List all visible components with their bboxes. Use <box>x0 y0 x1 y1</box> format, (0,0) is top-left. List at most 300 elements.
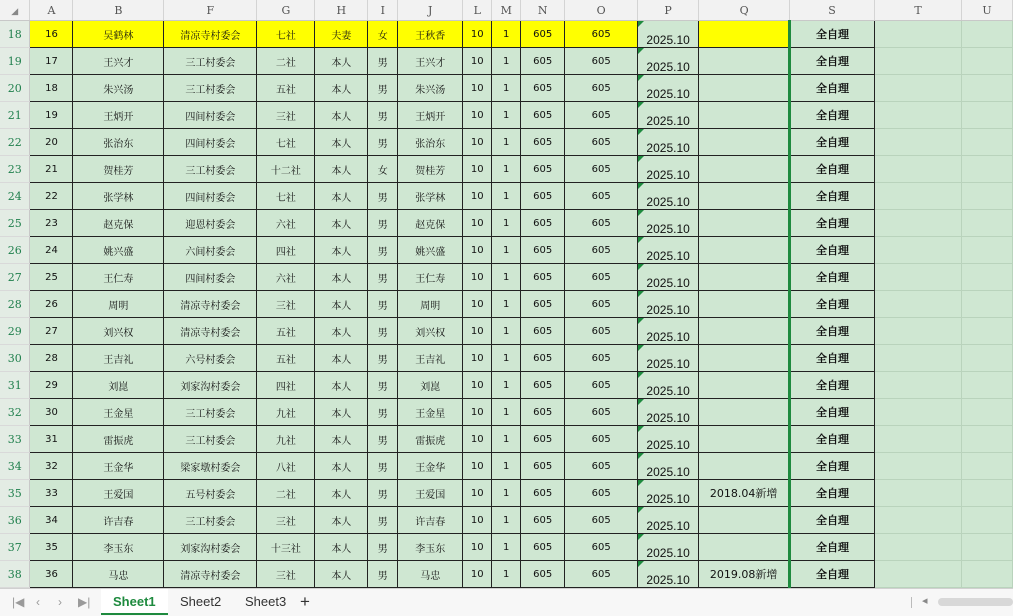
cell-u[interactable] <box>961 156 1012 183</box>
cell-g[interactable] <box>257 453 315 480</box>
cell-o[interactable] <box>565 129 638 156</box>
cell-b[interactable] <box>73 183 164 210</box>
cell-m[interactable] <box>492 21 521 48</box>
cell-i[interactable] <box>368 183 398 210</box>
cell-o[interactable] <box>565 480 638 507</box>
cell-i[interactable] <box>368 210 398 237</box>
cell-o[interactable] <box>565 48 638 75</box>
cell-f[interactable] <box>164 480 257 507</box>
cell-j[interactable] <box>398 129 463 156</box>
cell-s[interactable] <box>790 480 875 507</box>
cell-j[interactable] <box>398 156 463 183</box>
cell-g[interactable] <box>257 210 315 237</box>
cell-i[interactable] <box>368 561 398 588</box>
cell-j[interactable] <box>398 291 463 318</box>
cell-n[interactable] <box>521 210 565 237</box>
col-header-u[interactable]: U <box>961 0 1012 21</box>
cell-q[interactable] <box>699 237 790 264</box>
cell-p[interactable] <box>638 102 699 129</box>
cell-q[interactable] <box>699 102 790 129</box>
cell-m[interactable] <box>492 210 521 237</box>
cell-q[interactable] <box>699 426 790 453</box>
cell-l[interactable] <box>463 210 492 237</box>
cell-u[interactable] <box>961 21 1012 48</box>
cell-g[interactable] <box>257 372 315 399</box>
cell-s[interactable] <box>790 561 875 588</box>
tab-sheet1[interactable]: Sheet1 <box>101 589 168 615</box>
cell-o[interactable] <box>565 75 638 102</box>
cell-s[interactable] <box>790 426 875 453</box>
cell-h[interactable] <box>315 21 368 48</box>
cell-q[interactable] <box>699 21 790 48</box>
cell-o[interactable] <box>565 183 638 210</box>
cell-l[interactable] <box>463 291 492 318</box>
cell-s[interactable] <box>790 75 875 102</box>
cell-f[interactable] <box>164 318 257 345</box>
cell-f[interactable] <box>164 561 257 588</box>
cell-a[interactable] <box>30 534 73 561</box>
cell-n[interactable] <box>521 21 565 48</box>
cell-s[interactable] <box>790 345 875 372</box>
cell-p[interactable] <box>638 291 699 318</box>
cell-j[interactable] <box>398 237 463 264</box>
cell-n[interactable] <box>521 561 565 588</box>
add-sheet-icon[interactable]: + <box>300 592 310 611</box>
cell-o[interactable] <box>565 372 638 399</box>
cell-q[interactable] <box>699 291 790 318</box>
cell-f[interactable] <box>164 129 257 156</box>
cell-l[interactable] <box>463 48 492 75</box>
cell-h[interactable] <box>315 372 368 399</box>
cell-p[interactable] <box>638 318 699 345</box>
cell-u[interactable] <box>961 453 1012 480</box>
cell-q[interactable] <box>699 75 790 102</box>
cell-t[interactable] <box>875 561 962 588</box>
select-all-corner[interactable]: ◢ <box>0 0 30 21</box>
col-header-f[interactable]: F <box>164 0 257 21</box>
cell-o[interactable] <box>565 291 638 318</box>
row-header[interactable]: 27 <box>0 264 30 291</box>
cell-o[interactable] <box>565 534 638 561</box>
cell-p[interactable] <box>638 372 699 399</box>
cell-b[interactable] <box>73 480 164 507</box>
cell-a[interactable] <box>30 183 73 210</box>
cell-f[interactable] <box>164 102 257 129</box>
cell-l[interactable] <box>463 183 492 210</box>
cell-s[interactable] <box>790 237 875 264</box>
cell-t[interactable] <box>875 345 962 372</box>
cell-j[interactable] <box>398 102 463 129</box>
cell-g[interactable] <box>257 183 315 210</box>
prev-sheet-icon[interactable]: ‹ <box>36 595 40 609</box>
cell-f[interactable] <box>164 399 257 426</box>
cell-m[interactable] <box>492 183 521 210</box>
col-header-p[interactable]: P <box>638 0 699 21</box>
cell-l[interactable] <box>463 561 492 588</box>
cell-s[interactable] <box>790 102 875 129</box>
cell-n[interactable] <box>521 102 565 129</box>
cell-a[interactable] <box>30 372 73 399</box>
cell-l[interactable] <box>463 156 492 183</box>
cell-q[interactable] <box>699 345 790 372</box>
cell-j[interactable] <box>398 264 463 291</box>
cell-i[interactable] <box>368 156 398 183</box>
cell-h[interactable] <box>315 156 368 183</box>
cell-o[interactable] <box>565 561 638 588</box>
col-header-g[interactable]: G <box>257 0 315 21</box>
cell-g[interactable] <box>257 291 315 318</box>
cell-t[interactable] <box>875 75 962 102</box>
cell-a[interactable] <box>30 426 73 453</box>
cell-q[interactable] <box>699 48 790 75</box>
cell-b[interactable] <box>73 345 164 372</box>
row-header[interactable]: 33 <box>0 426 30 453</box>
cell-t[interactable] <box>875 183 962 210</box>
cell-q[interactable] <box>699 264 790 291</box>
cell-o[interactable] <box>565 237 638 264</box>
cell-b[interactable] <box>73 426 164 453</box>
cell-g[interactable] <box>257 426 315 453</box>
cell-q[interactable] <box>699 210 790 237</box>
cell-s[interactable] <box>790 264 875 291</box>
next-sheet-icon[interactable]: › <box>58 595 62 609</box>
cell-i[interactable] <box>368 291 398 318</box>
cell-i[interactable] <box>368 48 398 75</box>
cell-a[interactable] <box>30 480 73 507</box>
cell-m[interactable] <box>492 507 521 534</box>
cell-j[interactable] <box>398 210 463 237</box>
cell-u[interactable] <box>961 102 1012 129</box>
cell-m[interactable] <box>492 345 521 372</box>
cell-n[interactable] <box>521 426 565 453</box>
cell-g[interactable] <box>257 480 315 507</box>
cell-g[interactable] <box>257 75 315 102</box>
cell-g[interactable] <box>257 345 315 372</box>
cell-i[interactable] <box>368 237 398 264</box>
cell-o[interactable] <box>565 21 638 48</box>
cell-u[interactable] <box>961 237 1012 264</box>
cell-f[interactable] <box>164 75 257 102</box>
cell-a[interactable] <box>30 507 73 534</box>
row-header[interactable]: 29 <box>0 318 30 345</box>
cell-f[interactable] <box>164 183 257 210</box>
row-header[interactable]: 36 <box>0 507 30 534</box>
cell-b[interactable] <box>73 237 164 264</box>
cell-o[interactable] <box>565 399 638 426</box>
cell-h[interactable] <box>315 345 368 372</box>
row-header[interactable]: 22 <box>0 129 30 156</box>
row-header[interactable]: 25 <box>0 210 30 237</box>
cell-q[interactable] <box>699 183 790 210</box>
cell-j[interactable] <box>398 426 463 453</box>
cell-j[interactable] <box>398 480 463 507</box>
cell-n[interactable] <box>521 75 565 102</box>
cell-q[interactable] <box>699 534 790 561</box>
cell-n[interactable] <box>521 156 565 183</box>
cell-f[interactable] <box>164 345 257 372</box>
cell-j[interactable] <box>398 534 463 561</box>
cell-b[interactable] <box>73 156 164 183</box>
cell-m[interactable] <box>492 480 521 507</box>
cell-b[interactable] <box>73 453 164 480</box>
cell-a[interactable] <box>30 75 73 102</box>
cell-s[interactable] <box>790 183 875 210</box>
cell-m[interactable] <box>492 318 521 345</box>
cell-b[interactable] <box>73 210 164 237</box>
cell-m[interactable] <box>492 48 521 75</box>
cell-j[interactable] <box>398 507 463 534</box>
cell-a[interactable] <box>30 21 73 48</box>
row-header[interactable]: 30 <box>0 345 30 372</box>
cell-m[interactable] <box>492 426 521 453</box>
cell-i[interactable] <box>368 480 398 507</box>
cell-s[interactable] <box>790 210 875 237</box>
cell-t[interactable] <box>875 237 962 264</box>
cell-f[interactable] <box>164 156 257 183</box>
cell-f[interactable] <box>164 534 257 561</box>
cell-a[interactable] <box>30 129 73 156</box>
cell-l[interactable] <box>463 534 492 561</box>
cell-h[interactable] <box>315 264 368 291</box>
cell-n[interactable] <box>521 291 565 318</box>
cell-f[interactable] <box>164 426 257 453</box>
cell-g[interactable] <box>257 264 315 291</box>
cell-s[interactable] <box>790 129 875 156</box>
cell-o[interactable] <box>565 507 638 534</box>
cell-o[interactable] <box>565 264 638 291</box>
cell-h[interactable] <box>315 453 368 480</box>
cell-t[interactable] <box>875 264 962 291</box>
cell-t[interactable] <box>875 102 962 129</box>
cell-t[interactable] <box>875 372 962 399</box>
cell-g[interactable] <box>257 102 315 129</box>
cell-h[interactable] <box>315 426 368 453</box>
cell-a[interactable] <box>30 48 73 75</box>
col-header-b[interactable]: B <box>73 0 164 21</box>
cell-u[interactable] <box>961 480 1012 507</box>
cell-i[interactable] <box>368 21 398 48</box>
cell-u[interactable] <box>961 48 1012 75</box>
col-header-s[interactable]: S <box>790 0 875 21</box>
cell-h[interactable] <box>315 399 368 426</box>
cell-u[interactable] <box>961 372 1012 399</box>
cell-u[interactable] <box>961 318 1012 345</box>
row-header[interactable]: 28 <box>0 291 30 318</box>
cell-m[interactable] <box>492 237 521 264</box>
cell-p[interactable] <box>638 183 699 210</box>
cell-t[interactable] <box>875 426 962 453</box>
cell-h[interactable] <box>315 183 368 210</box>
cell-h[interactable] <box>315 237 368 264</box>
cell-g[interactable] <box>257 318 315 345</box>
cell-t[interactable] <box>875 318 962 345</box>
cell-l[interactable] <box>463 372 492 399</box>
cell-g[interactable] <box>257 21 315 48</box>
cell-l[interactable] <box>463 453 492 480</box>
cell-q[interactable] <box>699 561 790 588</box>
cell-g[interactable] <box>257 237 315 264</box>
cell-b[interactable] <box>73 129 164 156</box>
cell-j[interactable] <box>398 21 463 48</box>
cell-g[interactable] <box>257 561 315 588</box>
cell-i[interactable] <box>368 399 398 426</box>
cell-j[interactable] <box>398 183 463 210</box>
cell-a[interactable] <box>30 156 73 183</box>
cell-n[interactable] <box>521 183 565 210</box>
cell-g[interactable] <box>257 507 315 534</box>
cell-n[interactable] <box>521 534 565 561</box>
cell-u[interactable] <box>961 507 1012 534</box>
cell-b[interactable] <box>73 102 164 129</box>
cell-u[interactable] <box>961 426 1012 453</box>
cell-m[interactable] <box>492 399 521 426</box>
cell-h[interactable] <box>315 561 368 588</box>
cell-i[interactable] <box>368 345 398 372</box>
cell-f[interactable] <box>164 48 257 75</box>
cell-j[interactable] <box>398 399 463 426</box>
cell-u[interactable] <box>961 561 1012 588</box>
cell-f[interactable] <box>164 507 257 534</box>
cell-p[interactable] <box>638 75 699 102</box>
cell-u[interactable] <box>961 129 1012 156</box>
row-header[interactable]: 26 <box>0 237 30 264</box>
cell-b[interactable] <box>73 372 164 399</box>
cell-o[interactable] <box>565 453 638 480</box>
cell-t[interactable] <box>875 48 962 75</box>
row-header[interactable]: 37 <box>0 534 30 561</box>
cell-m[interactable] <box>492 102 521 129</box>
cell-a[interactable] <box>30 102 73 129</box>
cell-a[interactable] <box>30 345 73 372</box>
cell-a[interactable] <box>30 399 73 426</box>
cell-u[interactable] <box>961 291 1012 318</box>
row-header[interactable]: 34 <box>0 453 30 480</box>
cell-b[interactable] <box>73 561 164 588</box>
cell-p[interactable] <box>638 426 699 453</box>
tab-sheet2[interactable]: Sheet2 <box>180 594 222 609</box>
cell-s[interactable] <box>790 291 875 318</box>
cell-i[interactable] <box>368 534 398 561</box>
cell-l[interactable] <box>463 345 492 372</box>
cell-f[interactable] <box>164 372 257 399</box>
cell-f[interactable] <box>164 291 257 318</box>
col-header-q[interactable]: Q <box>699 0 790 21</box>
cell-l[interactable] <box>463 75 492 102</box>
cell-n[interactable] <box>521 507 565 534</box>
col-header-t[interactable]: T <box>875 0 962 21</box>
cell-s[interactable] <box>790 534 875 561</box>
cell-j[interactable] <box>398 453 463 480</box>
cell-g[interactable] <box>257 399 315 426</box>
row-header[interactable]: 32 <box>0 399 30 426</box>
cell-n[interactable] <box>521 399 565 426</box>
cell-h[interactable] <box>315 48 368 75</box>
cell-o[interactable] <box>565 318 638 345</box>
cell-m[interactable] <box>492 129 521 156</box>
cell-o[interactable] <box>565 102 638 129</box>
cell-j[interactable] <box>398 318 463 345</box>
cell-f[interactable] <box>164 237 257 264</box>
cell-p[interactable] <box>638 345 699 372</box>
cell-m[interactable] <box>492 372 521 399</box>
cell-p[interactable] <box>638 129 699 156</box>
cell-a[interactable] <box>30 237 73 264</box>
cell-t[interactable] <box>875 453 962 480</box>
cell-t[interactable] <box>875 534 962 561</box>
cell-p[interactable] <box>638 507 699 534</box>
row-header[interactable]: 19 <box>0 48 30 75</box>
cell-q[interactable] <box>699 318 790 345</box>
cell-m[interactable] <box>492 453 521 480</box>
last-sheet-icon[interactable]: ▶| <box>78 595 91 609</box>
cell-n[interactable] <box>521 48 565 75</box>
cell-s[interactable] <box>790 399 875 426</box>
cell-h[interactable] <box>315 480 368 507</box>
cell-l[interactable] <box>463 426 492 453</box>
cell-n[interactable] <box>521 264 565 291</box>
cell-l[interactable] <box>463 264 492 291</box>
cell-p[interactable] <box>638 264 699 291</box>
row-header[interactable]: 38 <box>0 561 30 588</box>
cell-i[interactable] <box>368 507 398 534</box>
col-header-j[interactable]: J <box>398 0 463 21</box>
cell-u[interactable] <box>961 399 1012 426</box>
cell-s[interactable] <box>790 48 875 75</box>
cell-u[interactable] <box>961 345 1012 372</box>
col-header-o[interactable]: O <box>565 0 638 21</box>
cell-l[interactable] <box>463 21 492 48</box>
cell-o[interactable] <box>565 210 638 237</box>
cell-q[interactable] <box>699 156 790 183</box>
cell-g[interactable] <box>257 48 315 75</box>
cell-l[interactable] <box>463 237 492 264</box>
row-header[interactable]: 24 <box>0 183 30 210</box>
cell-g[interactable] <box>257 534 315 561</box>
cell-b[interactable] <box>73 291 164 318</box>
cell-n[interactable] <box>521 237 565 264</box>
cell-n[interactable] <box>521 345 565 372</box>
cell-q[interactable] <box>699 399 790 426</box>
cell-i[interactable] <box>368 318 398 345</box>
cell-n[interactable] <box>521 318 565 345</box>
cell-h[interactable] <box>315 291 368 318</box>
cell-q[interactable] <box>699 453 790 480</box>
cell-m[interactable] <box>492 534 521 561</box>
cell-p[interactable] <box>638 453 699 480</box>
cell-j[interactable] <box>398 345 463 372</box>
cell-t[interactable] <box>875 399 962 426</box>
cell-m[interactable] <box>492 264 521 291</box>
cell-b[interactable] <box>73 399 164 426</box>
cell-f[interactable] <box>164 453 257 480</box>
cell-a[interactable] <box>30 264 73 291</box>
first-sheet-icon[interactable]: |◀ <box>12 595 25 609</box>
cell-l[interactable] <box>463 318 492 345</box>
cell-h[interactable] <box>315 507 368 534</box>
cell-t[interactable] <box>875 210 962 237</box>
cell-h[interactable] <box>315 75 368 102</box>
row-header[interactable]: 23 <box>0 156 30 183</box>
cell-j[interactable] <box>398 561 463 588</box>
cell-t[interactable] <box>875 21 962 48</box>
cell-g[interactable] <box>257 156 315 183</box>
cell-m[interactable] <box>492 561 521 588</box>
row-header[interactable]: 31 <box>0 372 30 399</box>
cell-o[interactable] <box>565 156 638 183</box>
cell-n[interactable] <box>521 372 565 399</box>
cell-u[interactable] <box>961 75 1012 102</box>
cell-j[interactable] <box>398 48 463 75</box>
